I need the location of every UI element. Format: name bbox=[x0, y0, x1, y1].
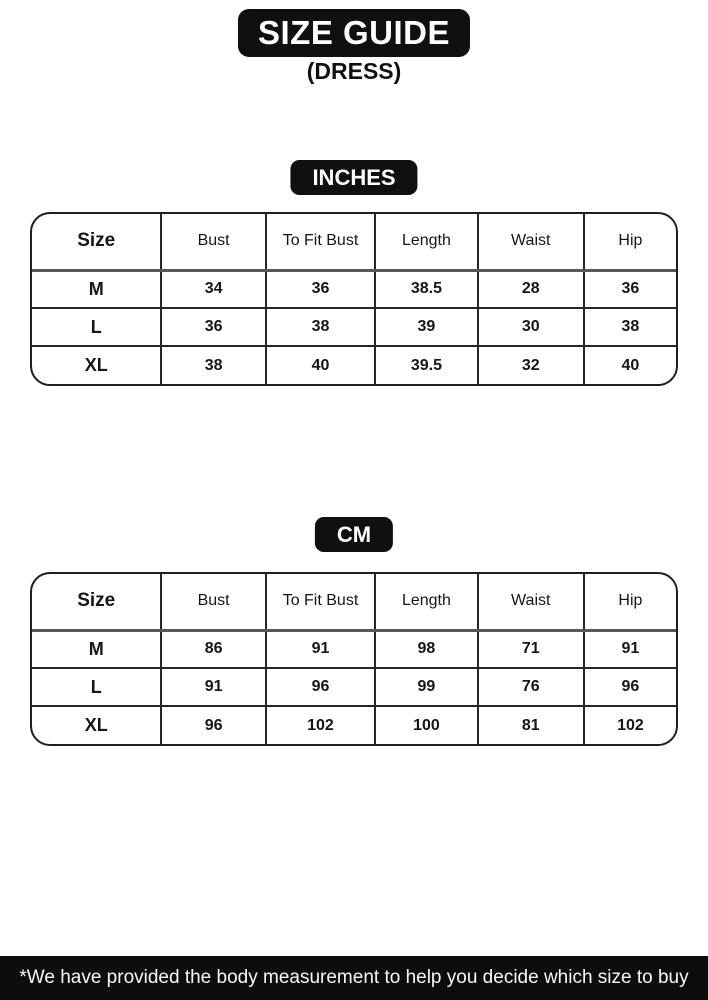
table-row bbox=[32, 706, 676, 744]
table-row bbox=[32, 630, 676, 668]
header-bust: Bust bbox=[161, 574, 265, 630]
header-bust: Bust bbox=[161, 214, 265, 270]
value-cell: 38 bbox=[266, 308, 375, 346]
header-length: Length bbox=[375, 214, 477, 270]
value-cell: 40 bbox=[584, 346, 676, 384]
cm-size-table bbox=[30, 572, 678, 746]
value-cell: 102 bbox=[266, 706, 375, 744]
value-cell: 71 bbox=[478, 630, 584, 668]
inches-size-table bbox=[30, 212, 678, 386]
size-cell: L bbox=[32, 668, 161, 706]
value-cell: 76 bbox=[478, 668, 584, 706]
inches-unit-badge bbox=[290, 160, 417, 195]
size-cell: XL bbox=[84, 715, 108, 735]
value-cell: 32 bbox=[478, 346, 584, 384]
cm-table bbox=[32, 574, 676, 744]
header-length: Length bbox=[375, 574, 477, 630]
value-cell: 96 bbox=[161, 706, 265, 744]
size-cell: XL bbox=[84, 355, 108, 375]
header-size: Size bbox=[32, 214, 161, 270]
header-to-fit-bust: To Fit Bust bbox=[266, 574, 375, 630]
value-cell: 38 bbox=[584, 308, 676, 346]
table-row bbox=[32, 668, 676, 706]
footer-note-text: *We have provided the body measurement to help you decide which size to buy bbox=[19, 967, 689, 988]
value-cell: 91 bbox=[161, 668, 265, 706]
inches-header-row bbox=[32, 214, 676, 270]
footer-note-bar bbox=[0, 956, 708, 1000]
value-cell: 96 bbox=[584, 668, 676, 706]
value-cell: 28 bbox=[478, 270, 584, 308]
page-title: SIZE GUIDE bbox=[257, 14, 451, 51]
table-row bbox=[32, 308, 676, 346]
inches-unit-label: INCHES bbox=[312, 164, 396, 190]
value-cell: 91 bbox=[266, 630, 375, 668]
header-waist: Waist bbox=[478, 214, 584, 270]
value-cell: 39 bbox=[375, 308, 477, 346]
header-to-fit-bust: To Fit Bust bbox=[266, 214, 375, 270]
cm-unit-label: CM bbox=[336, 521, 372, 547]
size-cell: M bbox=[32, 630, 161, 668]
value-cell: 36 bbox=[161, 308, 265, 346]
value-cell: 98 bbox=[375, 630, 477, 668]
size-cell: L bbox=[32, 308, 161, 346]
cm-unit-badge bbox=[315, 517, 393, 552]
table-row bbox=[32, 346, 676, 384]
inches-table bbox=[32, 214, 676, 384]
value-cell: 39.5 bbox=[375, 346, 477, 384]
value-cell: 40 bbox=[266, 346, 375, 384]
value-cell: 86 bbox=[161, 630, 265, 668]
value-cell: 30 bbox=[478, 308, 584, 346]
value-cell: 100 bbox=[375, 706, 477, 744]
size-guide-title-badge bbox=[238, 9, 470, 57]
garment-type-subtitle: (DRESS) bbox=[306, 58, 402, 84]
header-waist: Waist bbox=[478, 574, 584, 630]
value-cell: 36 bbox=[584, 270, 676, 308]
value-cell: 36 bbox=[266, 270, 375, 308]
header-hip: Hip bbox=[584, 214, 676, 270]
header-size: Size bbox=[32, 574, 161, 630]
table-row bbox=[32, 270, 676, 308]
value-cell: 38.5 bbox=[375, 270, 477, 308]
value-cell: 81 bbox=[478, 706, 584, 744]
header-hip: Hip bbox=[584, 574, 676, 630]
value-cell: 99 bbox=[375, 668, 477, 706]
value-cell: 38 bbox=[161, 346, 265, 384]
value-cell: 102 bbox=[584, 706, 676, 744]
value-cell: 96 bbox=[266, 668, 375, 706]
cm-header-row bbox=[32, 574, 676, 630]
value-cell: 91 bbox=[584, 630, 676, 668]
size-cell: M bbox=[32, 270, 161, 308]
value-cell: 34 bbox=[161, 270, 265, 308]
